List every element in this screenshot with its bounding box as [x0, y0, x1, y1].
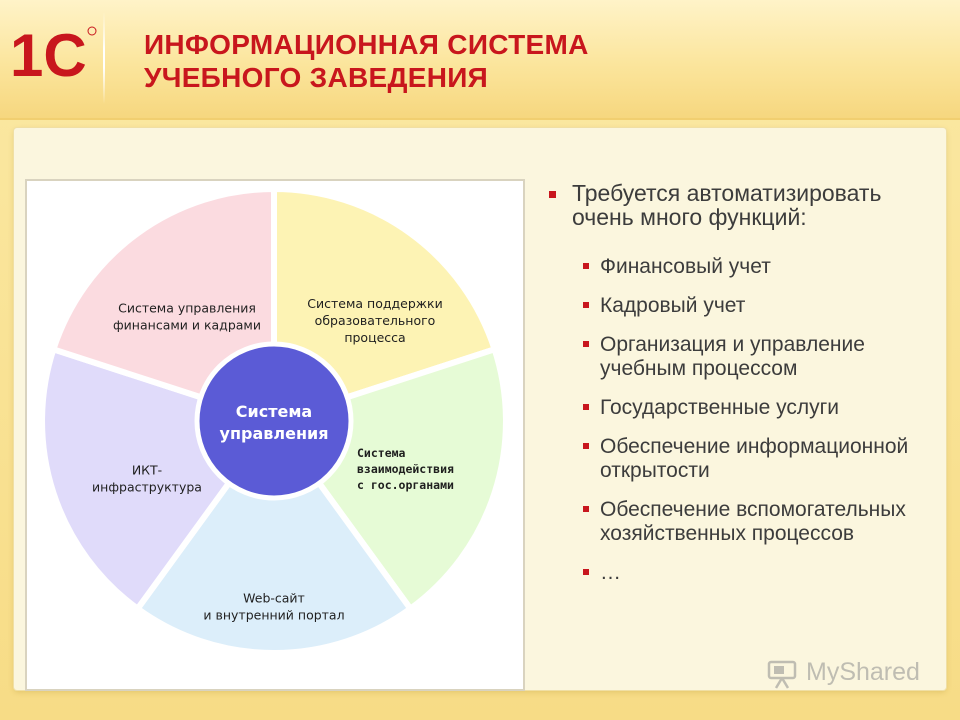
sub-bullet-text: Обеспечение информационной открытости — [600, 435, 909, 482]
segment-label: финансами и кадрами — [113, 317, 261, 333]
square-bullet-icon — [583, 404, 589, 410]
segment-label: инфраструктура — [92, 479, 202, 495]
sub-bullet-list — [548, 255, 948, 585]
sub-bullet-item — [548, 498, 948, 546]
sub-bullet-item — [548, 333, 948, 381]
logo-divider — [103, 12, 105, 104]
main-bullet-text: Требуется автоматизировать очень много функций: — [572, 180, 882, 230]
system-diagram — [25, 179, 525, 691]
sub-bullet-text: Кадровый учет — [600, 294, 746, 317]
1c-logo — [8, 22, 100, 84]
sub-bullet-text: Организация и управление учебным процессом — [600, 333, 865, 380]
center-hub-label: Система — [235, 402, 313, 421]
myshared-watermark — [766, 654, 926, 690]
sub-bullet-item — [548, 294, 948, 318]
segment-label: Система управления — [118, 300, 256, 316]
segment-label: с гос.органами — [357, 478, 454, 492]
square-bullet-icon — [583, 263, 589, 269]
projector-icon — [766, 656, 800, 690]
center-hub — [197, 344, 351, 498]
segment-label: процесса — [344, 330, 406, 345]
center-hub-label: управления — [219, 424, 329, 443]
sub-bullet-item — [548, 396, 948, 420]
segment-label: Система поддержки — [307, 296, 443, 311]
svg-text:1С: 1С — [10, 22, 87, 84]
segment-label: Web-сайт — [243, 590, 305, 606]
sub-bullet-text: Обеспечение вспомогательных хозяйственных процессов — [600, 498, 906, 545]
square-bullet-icon — [583, 341, 589, 347]
segment-label: и внутренний портал — [203, 607, 345, 623]
square-bullet-icon — [583, 443, 589, 449]
square-bullet-icon — [583, 506, 589, 512]
watermark-text: MyShared — [806, 658, 920, 686]
title-line-2: УЧЕБНОГО ЗАВЕДЕНИЯ — [144, 62, 489, 93]
sub-bullet-item — [548, 435, 948, 483]
diagram-canvas — [27, 181, 523, 689]
page-title — [144, 28, 589, 94]
square-bullet-icon — [583, 302, 589, 308]
sub-bullet-item — [548, 561, 948, 585]
main-bullet-item — [548, 181, 948, 229]
segment-label: взаимодействия — [357, 462, 454, 476]
square-bullet-icon — [549, 191, 556, 198]
sub-bullet-item — [548, 255, 948, 279]
title-line-1: ИНФОРМАЦИОННАЯ СИСТЕМА — [144, 29, 589, 60]
square-bullet-icon — [583, 569, 589, 575]
sub-bullet-text: Государственные услуги — [600, 396, 839, 419]
segment-label: ИКТ- — [131, 462, 163, 478]
sub-bullet-text: … — [600, 561, 621, 584]
sub-bullet-text: Финансовый учет — [600, 255, 771, 278]
bullet-list — [548, 181, 948, 600]
header-bar — [0, 0, 960, 120]
segment-label: Система — [357, 446, 406, 460]
segment-label: образовательного — [314, 313, 436, 328]
